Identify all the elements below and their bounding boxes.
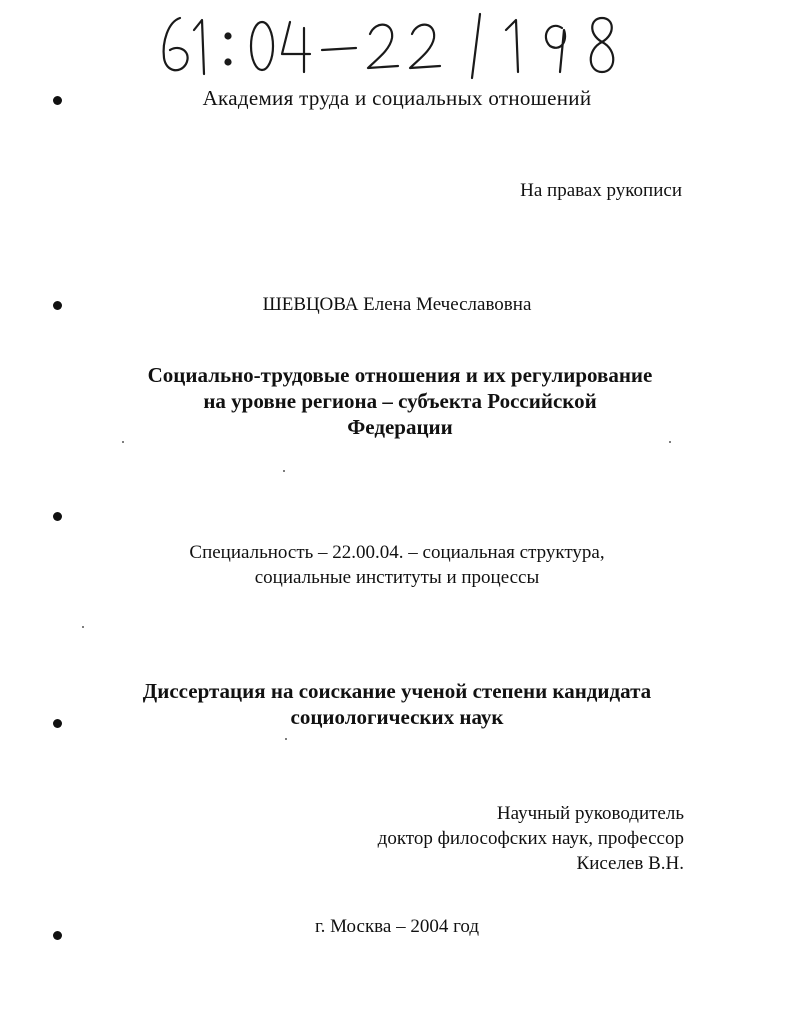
- binding-hole-mark: [53, 301, 62, 310]
- scan-speck: [82, 626, 84, 628]
- dissertation-title: [100, 362, 700, 440]
- title-line: Федерации: [347, 415, 453, 439]
- scan-speck: [669, 441, 671, 443]
- degree-line: социологических наук: [290, 705, 504, 729]
- title-line: Социально-трудовые отношения и их регулирование: [147, 363, 653, 387]
- binding-hole-mark: [53, 719, 62, 728]
- binding-hole-mark: [53, 512, 62, 521]
- advisor-credentials: доктор философских наук, профессор: [377, 828, 684, 849]
- specialty-line: Специальность – 22.00.04. – социальная структура,: [189, 542, 605, 563]
- degree-line: Диссертация на соискание ученой степени кандидата: [142, 679, 652, 703]
- institution-name: Академия труда и социальных отношений: [202, 86, 592, 110]
- scan-speck: [122, 441, 124, 443]
- scan-speck: [283, 470, 285, 472]
- binding-hole-mark: [53, 96, 62, 105]
- advisor-name: Киселев В.Н.: [576, 853, 684, 874]
- scan-speck: [285, 738, 287, 740]
- degree-statement: [90, 678, 704, 730]
- handwritten-archive-code: [150, 6, 630, 80]
- advisor-role: Научный руководитель: [496, 803, 684, 824]
- specialty-block: [0, 540, 794, 590]
- scientific-advisor: [378, 801, 684, 876]
- city-year: г. Москва – 2004 год: [314, 916, 480, 937]
- binding-hole-mark: [53, 931, 62, 940]
- title-line: на уровне региона – субъекта Российской: [203, 389, 597, 413]
- specialty-line: социальные институты и процессы: [254, 567, 540, 588]
- manuscript-rights-note: На правах рукописи: [520, 180, 682, 201]
- author-name: ШЕВЦОВА Елена Мечеславовна: [262, 294, 532, 315]
